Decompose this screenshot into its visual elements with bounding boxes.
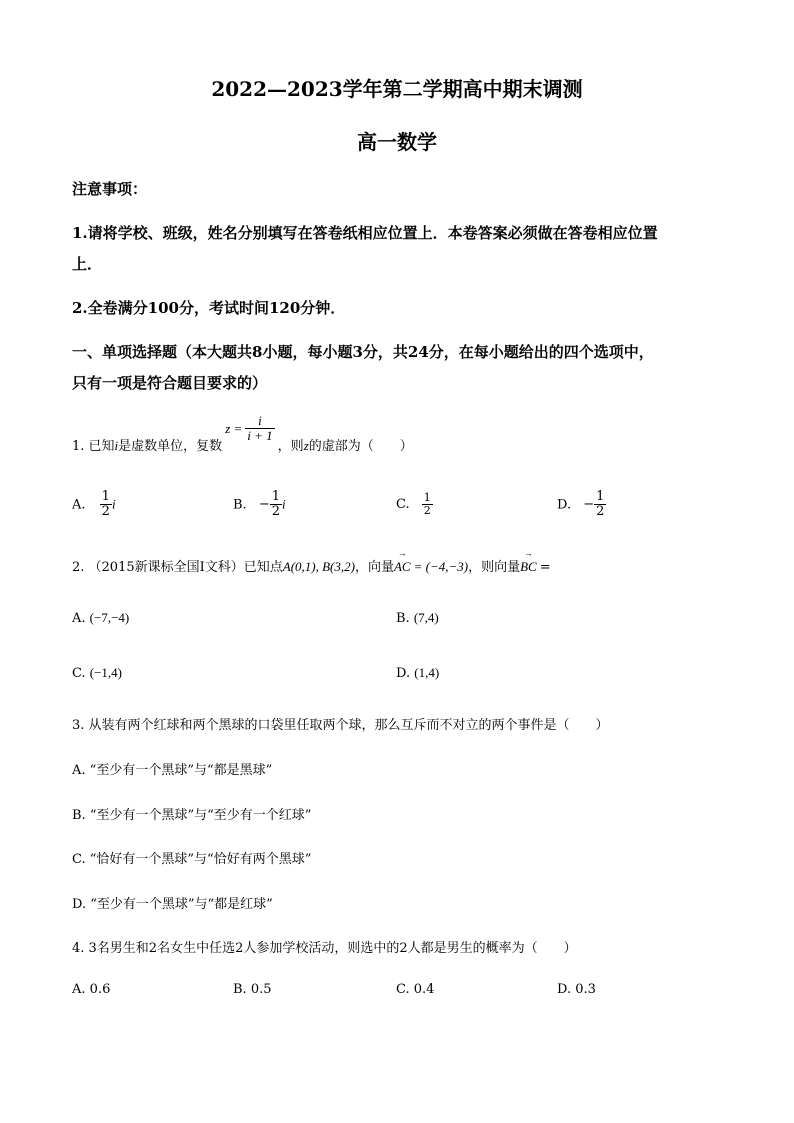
option-text: 0.3 [575, 982, 596, 997]
q1-formula [225, 414, 274, 444]
q2-option-b[interactable] [396, 610, 439, 626]
q2-option-c[interactable] [72, 665, 122, 681]
option-suffix: i [282, 496, 286, 512]
option-text: (1,4) [414, 665, 440, 680]
option-label: C. [396, 497, 410, 513]
q2-text-c: ，则向量 [468, 560, 521, 575]
q1-fraction [245, 414, 274, 444]
option-text: 0.4 [413, 982, 435, 997]
q2-vector-bc: → BC [520, 559, 537, 575]
option-text: (−1,4) [89, 665, 123, 680]
q2-ac-value: = (−4,−3) [413, 559, 469, 574]
q1-option-d[interactable] [557, 490, 606, 520]
option-suffix: i [111, 496, 116, 512]
option-label: C. [72, 852, 86, 867]
q2-text-a: 2. （2015新课标全国Ⅰ文科）已知点 [72, 560, 283, 575]
option-fraction [422, 492, 433, 517]
q3-option-d[interactable] [72, 893, 273, 912]
q3-option-c[interactable] [72, 848, 311, 867]
option-label: B. [233, 982, 247, 997]
frac-den: 2 [596, 504, 605, 520]
q2-points: A(0,1), B(3,2) [282, 559, 355, 574]
question-3-stem: 3. 从装有两个红球和两个黑球的口袋里任取两个球，那么互斥而不对立的两个事件是（ ） [72, 718, 609, 733]
option-text: (7,4) [413, 610, 439, 625]
exam-title: 2022—2023学年第二学期高中期末调测 [211, 77, 583, 101]
notice-item1-line1: 1.请将学校、班级，姓名分别填写在答卷纸相应位置上．本卷答案必须做在答卷相应位置 [72, 224, 658, 242]
option-label: B. [396, 611, 410, 626]
notice-item2: 2.全卷满分100分，考试时间120分钟． [72, 299, 346, 317]
option-fraction [270, 490, 282, 520]
frac-den: 2 [101, 504, 110, 520]
q2-option-a[interactable] [72, 610, 129, 626]
q3-option-a[interactable] [72, 759, 272, 778]
option-text: 0.6 [89, 982, 111, 997]
option-label: B. [72, 808, 86, 823]
q1-option-b[interactable] [233, 490, 286, 520]
option-fraction [594, 490, 606, 520]
option-fraction [100, 490, 112, 520]
option-sign: − [583, 497, 595, 513]
notice-item1-line2: 上． [72, 255, 103, 273]
option-label: D. [557, 497, 572, 513]
notice-heading: 注意事项： [72, 180, 148, 198]
q1-option-c[interactable] [396, 492, 433, 517]
option-label: B. [233, 497, 247, 513]
q4-option-b[interactable] [233, 982, 272, 997]
option-text: “恰好有一个黑球”与“恰好有两个黑球” [89, 852, 312, 867]
question-2-stem [72, 556, 551, 575]
option-text: 0.5 [250, 982, 272, 997]
q1-frac-den: i + 1 [247, 428, 273, 444]
option-label: C. [396, 982, 410, 997]
q2-equals: = [539, 560, 551, 575]
frac-num: 1 [423, 491, 431, 504]
q1-z-symbol: z [303, 437, 309, 453]
frac-num: 1 [101, 489, 110, 504]
option-label: D. [72, 897, 87, 912]
option-label: A. [72, 982, 86, 997]
section1-heading-line2: 只有一项是符合题目要求的） [72, 374, 268, 392]
q1-text-a: 1. 已知 [72, 438, 115, 454]
q1-text-d: 的虚部为（ ） [308, 438, 413, 454]
frac-den: 2 [271, 504, 281, 520]
option-text: “至少有一个黑球”与“至少有一个红球” [89, 808, 312, 823]
frac-den: 2 [423, 504, 431, 518]
section1-heading-line1: 一、单项选择题（本大题共8小题，每小题3分，共24分，在每小题给出的四个选项中， [72, 343, 654, 361]
q2-vector-ac: → AC [394, 559, 411, 575]
subject-title: 高一数学 [357, 130, 437, 154]
option-label: A. [72, 763, 86, 778]
frac-num: 1 [271, 489, 281, 504]
option-text: “至少有一个黑球”与“都是黑球” [89, 763, 273, 778]
option-sign: − [258, 497, 270, 513]
q4-option-d[interactable] [557, 982, 596, 997]
option-text: “至少有一个黑球”与“都是红球” [90, 897, 273, 912]
q1-text-b: 是虚数单位，复数 [118, 438, 223, 454]
option-label: D. [396, 666, 411, 681]
option-label: D. [557, 982, 572, 997]
q1-i-symbol: i [114, 437, 119, 453]
q3-option-b[interactable] [72, 804, 311, 823]
option-text: (−7,−4) [89, 610, 130, 625]
q2-text-b: ，向量 [354, 560, 394, 575]
q2-option-d[interactable] [396, 665, 439, 681]
question-1-stem [72, 413, 413, 454]
question-4-stem: 4. 3名男生和2名女生中任选2人参加学校活动，则选中的2人都是男生的概率为（ ） [72, 941, 577, 956]
q4-option-c[interactable] [396, 982, 434, 997]
option-label: A. [72, 497, 86, 513]
frac-num: 1 [596, 489, 605, 504]
q1-text-c: ，则 [277, 438, 304, 454]
q1-option-a[interactable] [72, 490, 116, 520]
q1-frac-num: i [245, 414, 274, 429]
q4-option-a[interactable] [72, 982, 110, 997]
option-label: A. [72, 611, 86, 626]
q1-z-eq: z = [225, 420, 243, 436]
option-label: C. [72, 666, 86, 681]
